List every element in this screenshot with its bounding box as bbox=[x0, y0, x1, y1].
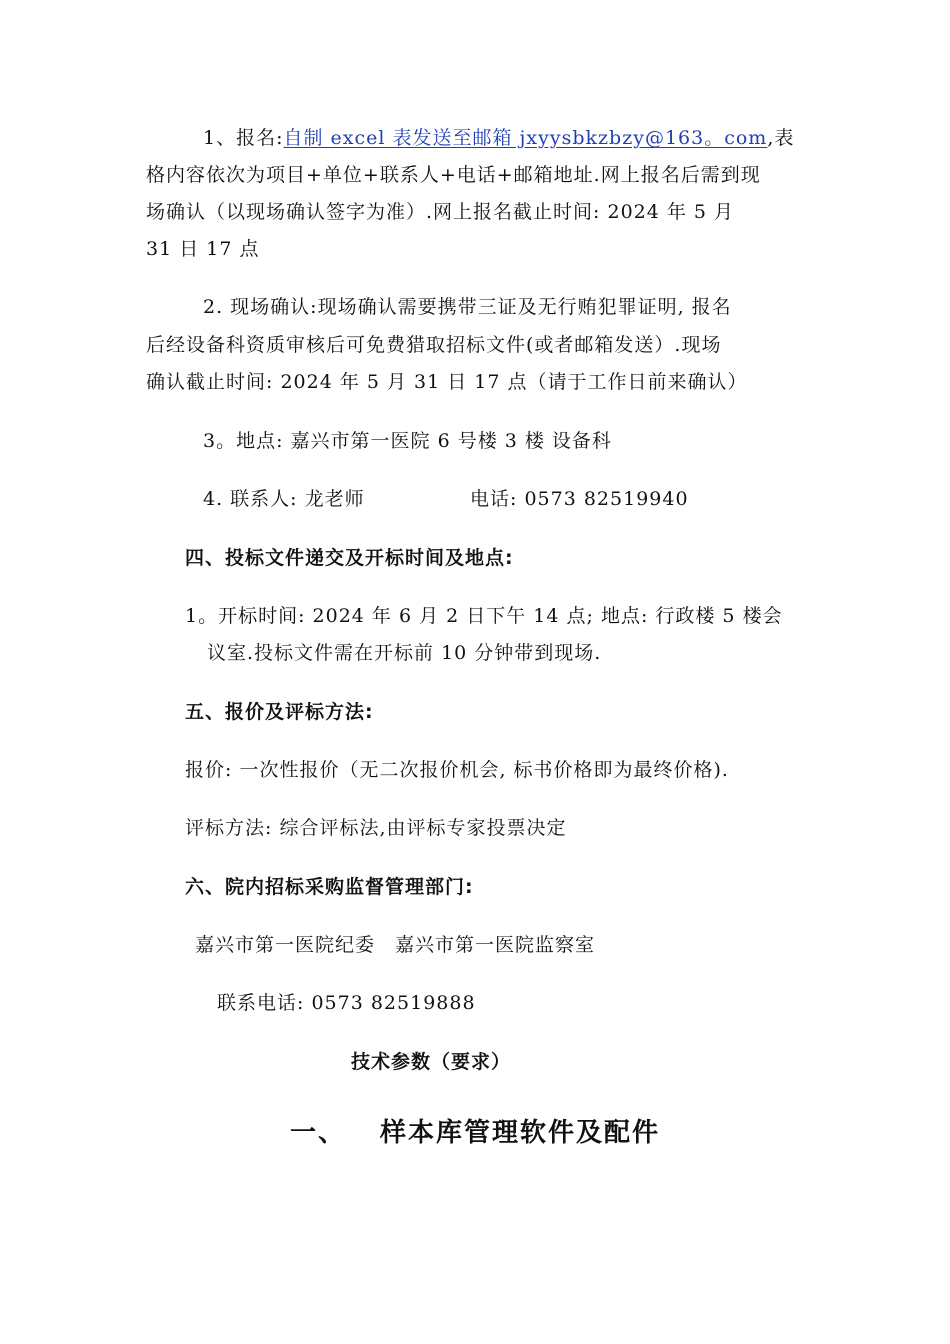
part-number: 一、 bbox=[290, 1118, 347, 1148]
registration-item-1-line-2: 格内容依次为项目+单位+联系人+电话+邮箱地址.网上报名后需到现 bbox=[146, 164, 761, 186]
pricing-evaluation: 评标方法: 综合评标法,由评标专家投票决定 bbox=[185, 817, 567, 839]
confirmation-item-line-1: 2. 现场确认:现场确认需要携带三证及无行贿犯罪证明, 报名 bbox=[203, 296, 732, 318]
contact-person: 4. 联系人: 龙老师 bbox=[203, 488, 365, 510]
section-4-heading: 四、投标文件递交及开标时间及地点: bbox=[185, 547, 514, 569]
registration-email-link[interactable]: 自制 excel 表发送至邮箱 jxyysbkzbzy@163。com bbox=[283, 127, 768, 149]
pricing-quote: 报价: 一次性报价（无二次报价机会, 标书价格即为最终价格). bbox=[185, 759, 729, 781]
supervision-departments: 嘉兴市第一医院纪委 嘉兴市第一医院监察室 bbox=[195, 934, 596, 956]
confirmation-item-line-2: 后经设备科资质审核后可免费猎取招标文件(或者邮箱发送）.现场 bbox=[146, 334, 722, 356]
bid-opening-line-1: 1。开标时间: 2024 年 6 月 2 日下午 14 点; 地点: 行政楼 5 楼会 bbox=[185, 605, 783, 627]
tech-params-heading: 技术参数（要求） bbox=[351, 1051, 512, 1073]
registration-item-1-line-3: 场确认（以现场确认签字为准）.网上报名截止时间: 2024 年 5 月 bbox=[146, 201, 735, 223]
registration-item-1-line-1 bbox=[203, 126, 794, 150]
registration-item-1-prefix: 1、报名: bbox=[203, 127, 284, 149]
supervision-phone: 联系电话: 0573 82519888 bbox=[217, 992, 476, 1014]
location-item: 3。地点: 嘉兴市第一医院 6 号楼 3 楼 设备科 bbox=[203, 430, 612, 452]
registration-item-1-line-4: 31 日 17 点 bbox=[146, 238, 260, 260]
confirmation-item-line-3: 确认截止时间: 2024 年 5 月 31 日 17 点（请于工作日前来确认） bbox=[146, 371, 748, 393]
section-5-heading: 五、报价及评标方法: bbox=[185, 701, 374, 723]
bid-opening-line-2: 议室.投标文件需在开标前 10 分钟带到现场. bbox=[207, 642, 602, 664]
part-title: 样本库管理软件及配件 bbox=[380, 1118, 661, 1148]
registration-item-1-suffix: ,表 bbox=[767, 127, 795, 149]
contact-phone: 电话: 0573 82519940 bbox=[470, 488, 689, 510]
section-6-heading: 六、院内招标采购监督管理部门: bbox=[185, 876, 474, 898]
